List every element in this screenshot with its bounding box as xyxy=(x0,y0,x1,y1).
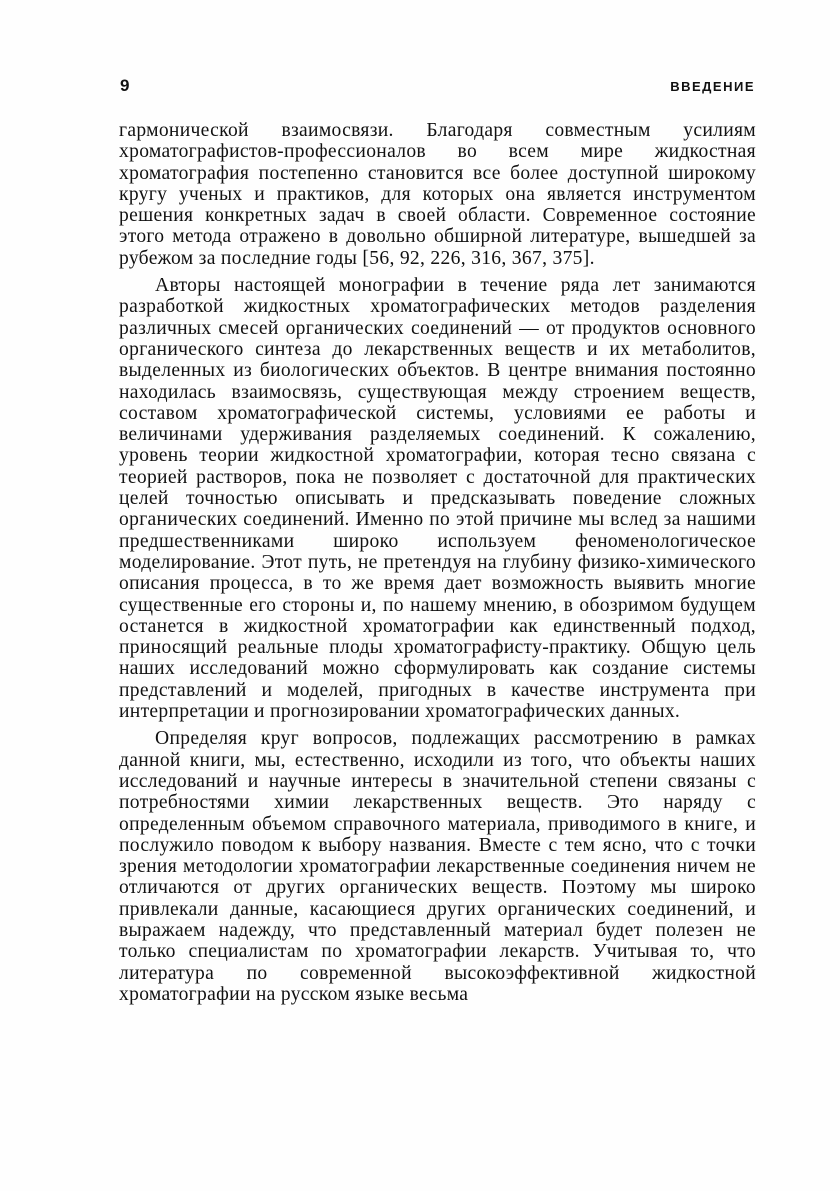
body-text xyxy=(119,120,756,1005)
paragraph-authors-research: Авторы настоящей монографии в течение ряда лет занимаются разработкой жидкостных хроматографических методов разделения различных смесей органических соединений — от продуктов основного органического синтеза до лекарственных веществ и их метаболитов, выделенных из биологических объектов. В центре внимания постоянно находилась взаимосвязь, существующая между строением веществ, составом хроматографической системы, условиями ее работы и величинами удерживания разделяемых соединений. К сожалению, уровень теории жидкостной хроматографии, которая тесно связана с теорией растворов, пока не позволяет с достаточной для практических целей точностью описывать и предсказывать поведение сложных органических соединений. Именно по этой причине мы вслед за нашими предшественниками широко используем феноменологическое моделирование. Этот путь, не претендуя на глубину физико-химического описания процесса, в то же время дает возможность выявить многие существенные его стороны и, по нашему мнению, в обозримом будущем останется в жидкостной хроматографии как единственный подход, приносящий реальные плоды хроматографисту-практику. Общую цель наших исследований можно сформулировать как создание системы представлений и моделей, пригодных в качестве инструмента при интерпретации и прогнозировании хроматографических данных. xyxy=(119,275,756,723)
paragraph-continuation: гармонической взаимосвязи. Благодаря совместным усилиям хроматографистов-профессионалов во всем мире жидкостная хроматография постепенно становится все более доступной широкому кругу ученых и практиков, для которых она является инструментом решения конкретных задач в своей области. Современное состояние этого метода отражено в довольно обширной литературе, вышедшей за рубежом за последние годы [56, 92, 226, 316, 367, 375]. xyxy=(119,120,756,269)
paragraph-book-scope: Определяя круг вопросов, подлежащих рассмотрению в рамках данной книги, мы, естественно, исходили из того, что объекты наших исследований и научные интересы в значительной степени связаны с потребностями химии лекарственных веществ. Это наряду с определенным объемом справочного материала, приводимого в книге, и послужило поводом к выбору названия. Вместе с тем ясно, что с точки зрения методологии хроматографии лекарственные соединения ничем не отличаются от других органических веществ. Поэтому мы широко привлекали данные, касающиеся других органических соединений, и выражаем надежду, что представленный материал будет полезен не только специалистам по хроматографии лекарств. Учитывая то, что литература по современной высокоэффективной жидкостной хроматографии на русском языке весьма xyxy=(119,728,756,1005)
running-head xyxy=(120,76,755,100)
section-title: ВВЕДЕНИЕ xyxy=(670,79,755,94)
page-number: 9 xyxy=(120,76,130,95)
